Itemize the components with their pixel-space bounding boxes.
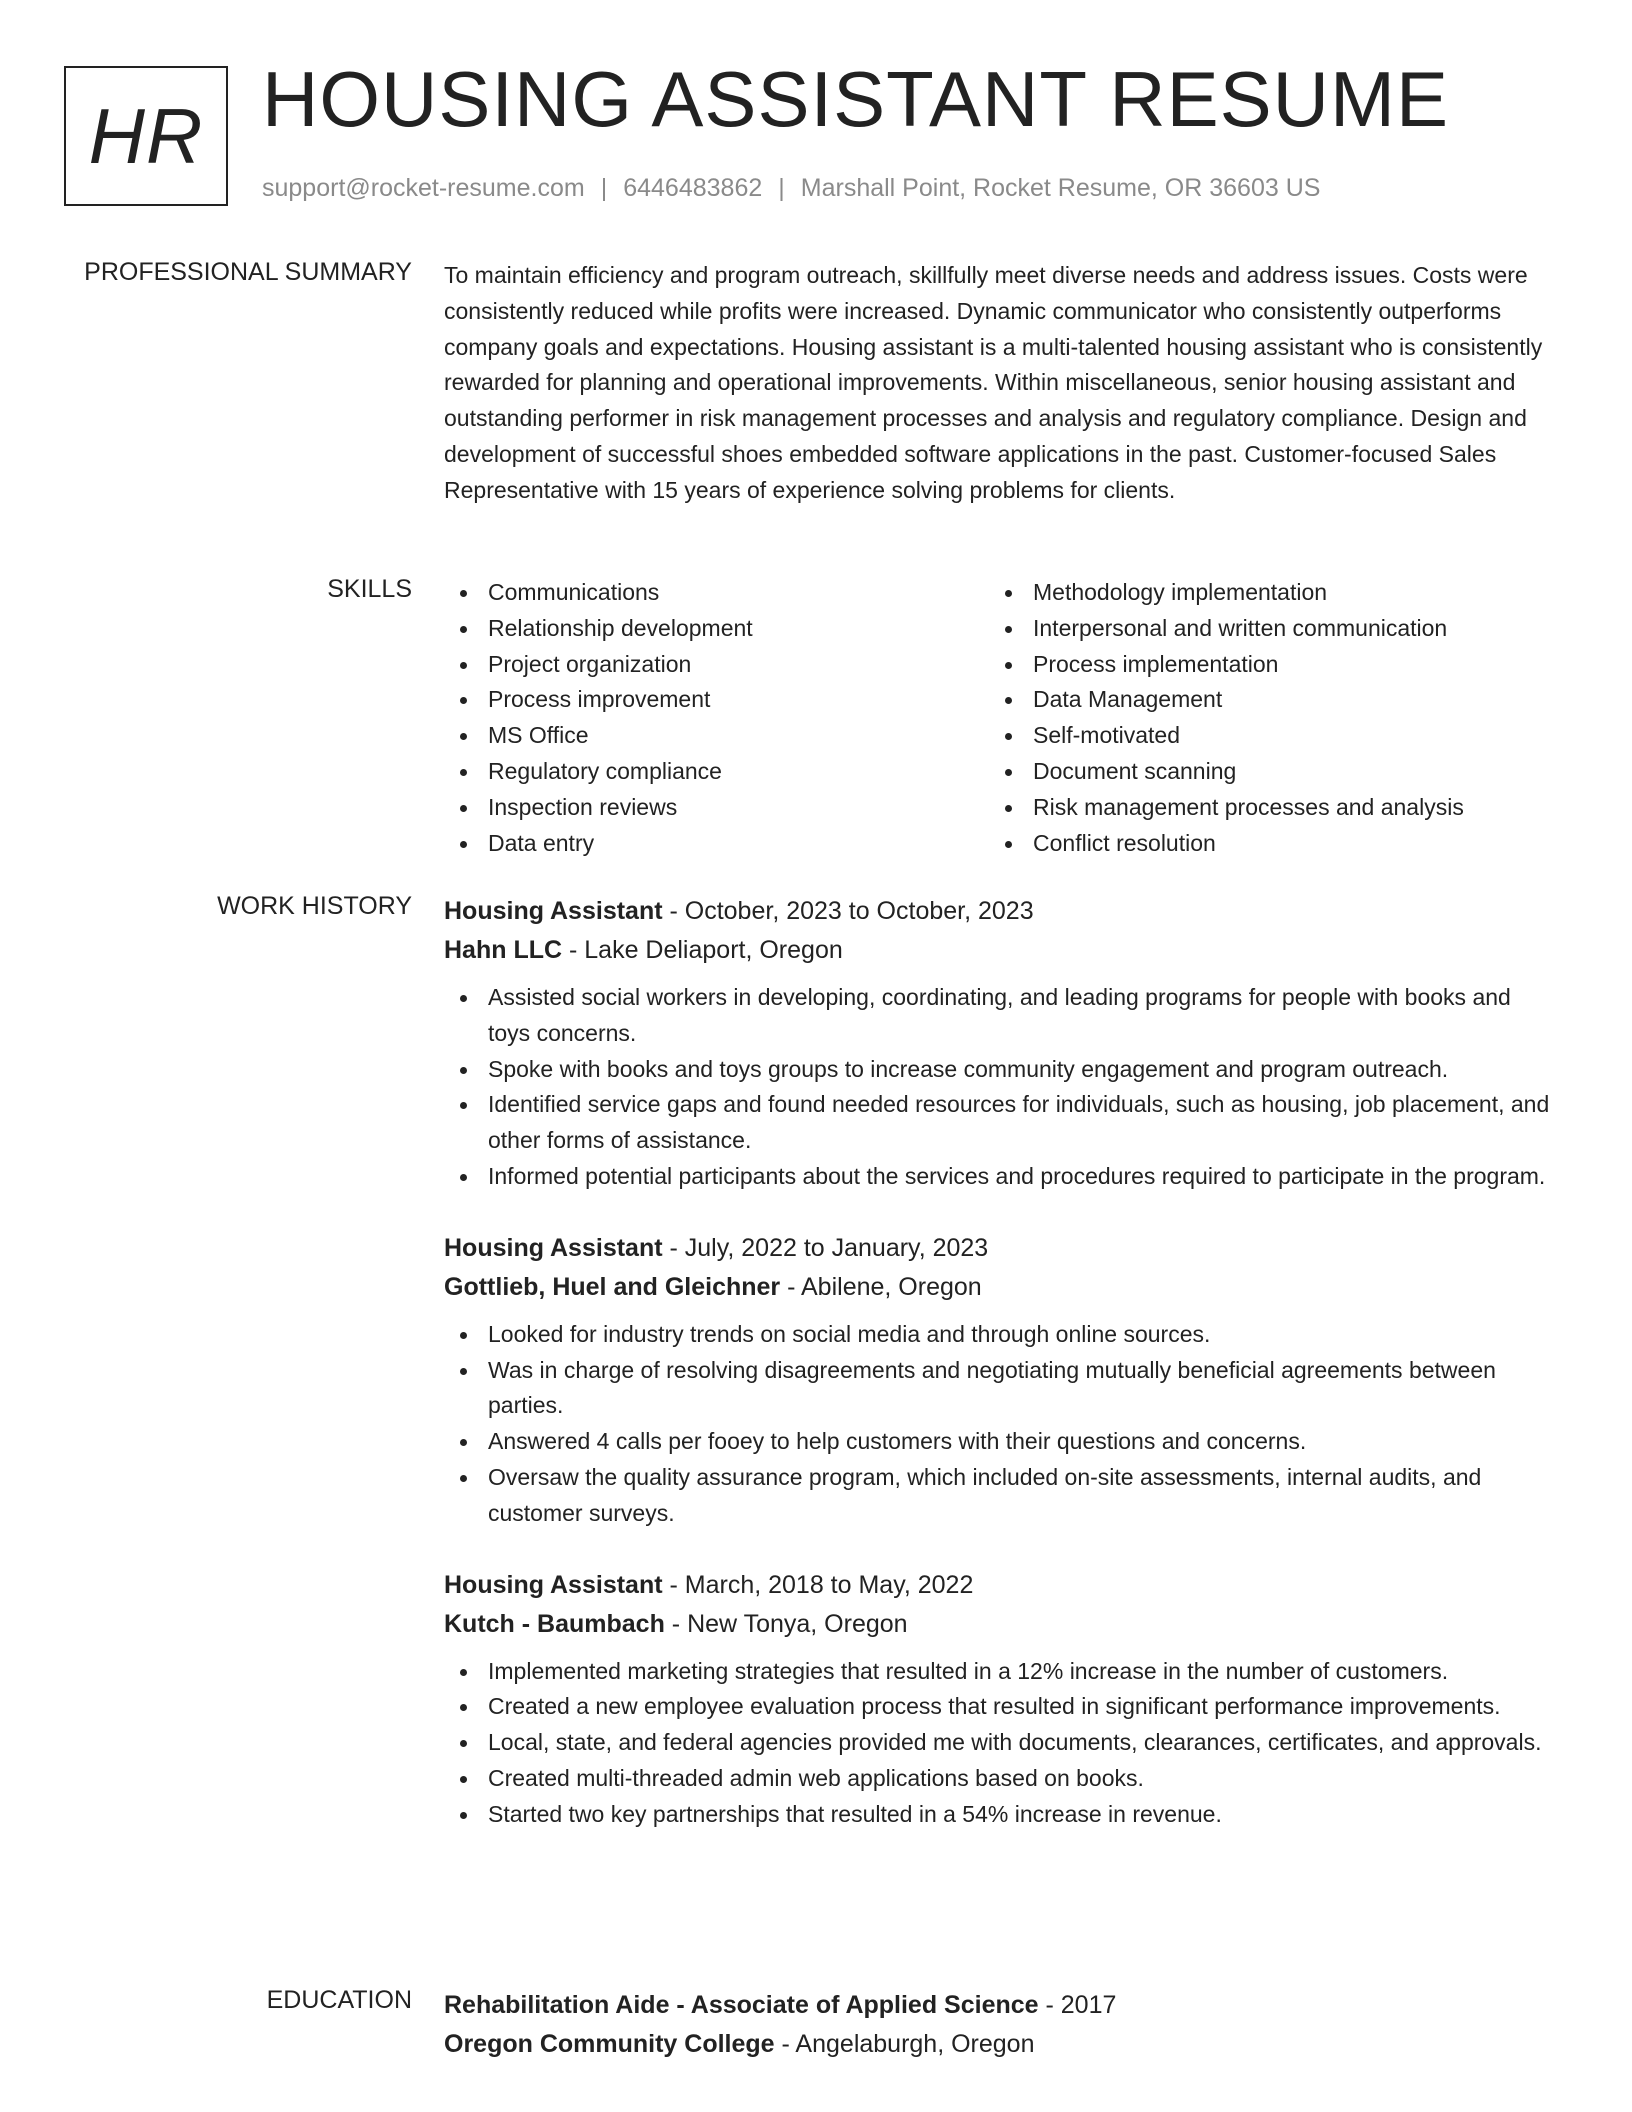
skill-item: Regulatory compliance xyxy=(444,754,753,790)
education-degree-line xyxy=(444,1986,1554,2025)
contact-address: Marshall Point, Rocket Resume, OR 36603 US xyxy=(800,174,1321,202)
job-bullet: Assisted social workers in developing, coordinating, and leading programs for people with books and toys concerns. xyxy=(444,980,1554,1052)
skill-item: Inspection reviews xyxy=(444,790,753,826)
job-bullet: Spoke with books and toys groups to increase community engagement and program outreach. xyxy=(444,1052,1554,1088)
job-company-line xyxy=(444,1605,1554,1644)
contact-separator: | xyxy=(600,174,608,202)
job-bullets xyxy=(444,1654,1554,1833)
job-entry xyxy=(444,892,1554,1195)
job-title: Housing Assistant xyxy=(444,897,663,925)
job-bullets xyxy=(444,1317,1554,1532)
job-dates: - October, 2023 to October, 2023 xyxy=(662,897,1034,925)
section-label-summary: PROFESSIONAL SUMMARY xyxy=(84,258,412,286)
monogram-logo: HR xyxy=(64,66,228,206)
skill-item: Project organization xyxy=(444,647,753,683)
job-bullet: Informed potential participants about the services and procedures required to participate in the program. xyxy=(444,1159,1554,1195)
job-title-line xyxy=(444,1566,1554,1605)
job-title: Housing Assistant xyxy=(444,1570,663,1599)
skill-item: Process implementation xyxy=(989,647,1464,683)
skill-item: Interpersonal and written communication xyxy=(989,611,1464,647)
summary-body xyxy=(444,258,1554,509)
page-title: HOUSING ASSISTANT RESUME xyxy=(262,55,1449,143)
job-bullet: Created a new employee evaluation process that resulted in significant performance improvements. xyxy=(444,1689,1554,1725)
skill-item: Methodology implementation xyxy=(989,575,1464,611)
education-year: - 2017 xyxy=(1038,1991,1117,2019)
skill-item: MS Office xyxy=(444,718,753,754)
job-company-line xyxy=(444,931,1554,970)
job-bullet: Identified service gaps and found needed resources for individuals, such as housing, job placement, and other forms of assistance. xyxy=(444,1087,1554,1159)
contact-separator: | xyxy=(778,174,785,202)
work-history-body xyxy=(444,892,1554,1867)
job-title-line xyxy=(444,892,1554,931)
job-bullets xyxy=(444,980,1554,1195)
education-body xyxy=(444,1986,1554,2064)
skills-column-left xyxy=(444,575,753,861)
skill-item: Self-motivated xyxy=(989,718,1464,754)
job-bullet: Created multi-threaded admin web applications based on books. xyxy=(444,1761,1554,1797)
education-location: - Angelaburgh, Oregon xyxy=(774,2030,1035,2058)
job-company-line xyxy=(444,1268,1554,1307)
education-degree: Rehabilitation Aide - Associate of Applied Science xyxy=(444,1991,1039,2019)
job-bullet: Implemented marketing strategies that resulted in a 12% increase in the number of customers. xyxy=(444,1654,1554,1690)
contact-phone[interactable]: 6446483862 xyxy=(623,174,763,202)
job-dates: - March, 2018 to May, 2022 xyxy=(662,1570,974,1599)
skills-column-right xyxy=(989,575,1464,861)
education-school: Oregon Community College xyxy=(444,2030,775,2058)
job-dates: - July, 2022 to January, 2023 xyxy=(662,1233,989,1262)
job-bullet: Local, state, and federal agencies provided me with documents, clearances, certificates, and approvals. xyxy=(444,1725,1554,1761)
job-location: - Lake Deliaport, Oregon xyxy=(562,936,843,964)
section-label-work-history: WORK HISTORY xyxy=(217,892,412,920)
skill-item: Communications xyxy=(444,575,753,611)
skill-item: Data Management xyxy=(989,682,1464,718)
job-bullet: Answered 4 calls per fooey to help customers with their questions and concerns. xyxy=(444,1424,1554,1460)
job-location: - New Tonya, Oregon xyxy=(664,1609,908,1638)
skill-item: Risk management processes and analysis xyxy=(989,790,1464,826)
job-bullet: Was in charge of resolving disagreements and negotiating mutually beneficial agreements between parties. xyxy=(444,1353,1554,1425)
skill-item: Document scanning xyxy=(989,754,1464,790)
job-company: Gottlieb, Huel and Gleichner xyxy=(444,1272,781,1301)
job-title-line xyxy=(444,1229,1554,1268)
skill-item: Process improvement xyxy=(444,682,753,718)
job-location: - Abilene, Oregon xyxy=(780,1272,982,1301)
job-bullet: Looked for industry trends on social media and through online sources. xyxy=(444,1317,1554,1353)
skill-item: Data entry xyxy=(444,826,753,862)
section-label-education: EDUCATION xyxy=(266,1986,412,2014)
job-entry xyxy=(444,1229,1554,1532)
job-bullet: Oversaw the quality assurance program, which included on-site assessments, internal audits, and customer surveys. xyxy=(444,1460,1554,1532)
job-title: Housing Assistant xyxy=(444,1233,663,1262)
job-company: Hahn LLC xyxy=(444,936,563,964)
contact-email[interactable]: support@rocket-resume.com xyxy=(262,174,585,202)
skill-item: Relationship development xyxy=(444,611,753,647)
education-school-line xyxy=(444,2025,1554,2064)
job-bullet: Started two key partnerships that resulted in a 54% increase in revenue. xyxy=(444,1797,1554,1833)
section-label-skills: SKILLS xyxy=(327,575,412,603)
job-entry xyxy=(444,1566,1554,1833)
job-company: Kutch - Baumbach xyxy=(444,1609,665,1638)
skill-item: Conflict resolution xyxy=(989,826,1464,862)
contact-line xyxy=(262,174,1320,203)
summary-text: To maintain efficiency and program outreach, skillfully meet diverse needs and address issues. Costs were consistently reduced while profits were increased. Dynamic communicator who consistently outperforms company goals and expectations. Housing assistant is a multi-talented housing assistant who is consistently rewarded for planning and operational improvements. Within miscellaneous, senior housing assistant and outstanding performer in risk management processes and analysis and regulatory compliance. Design and development of successful shoes embedded software applications in the past. Customer-focused Sales Representative with 15 years of experience solving problems for clients. xyxy=(444,262,1543,503)
